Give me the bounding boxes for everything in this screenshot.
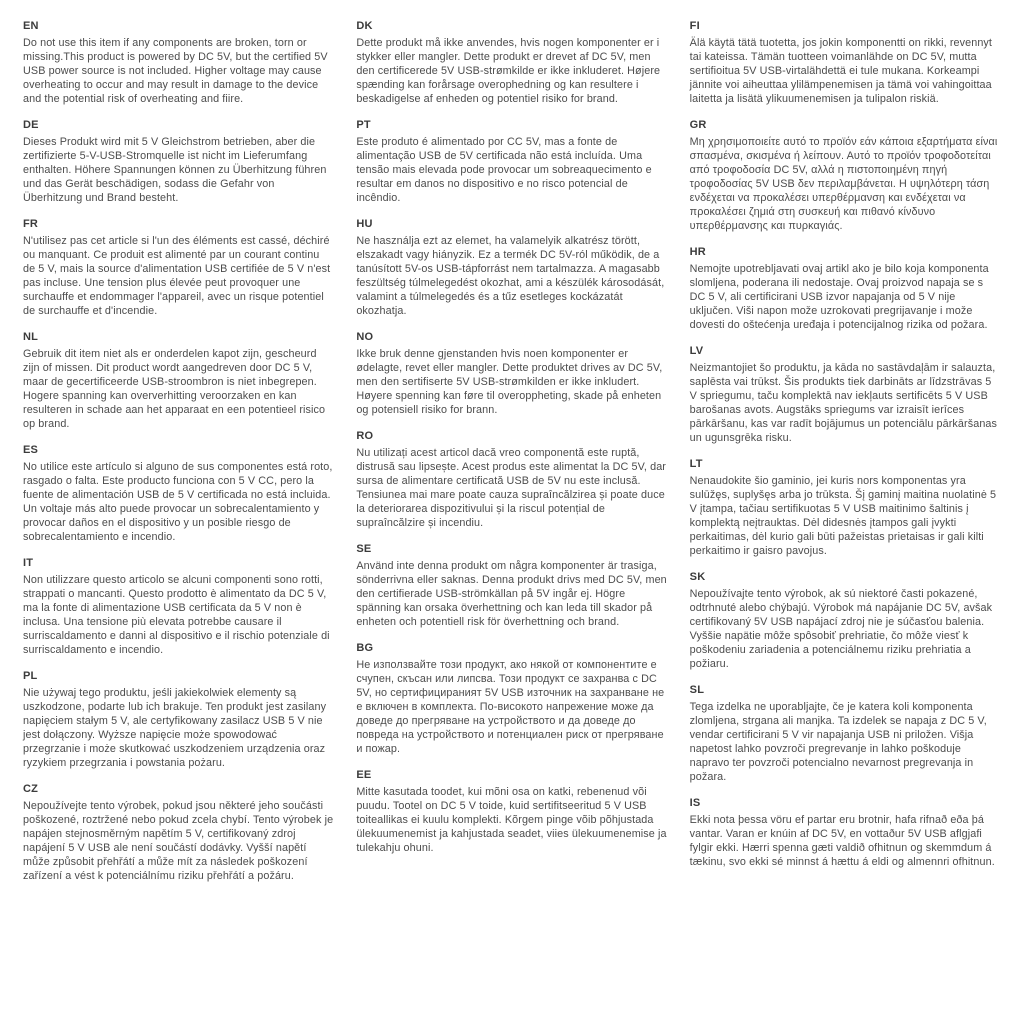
language-code-fr: FR xyxy=(23,218,39,230)
language-code-hu: HU xyxy=(356,218,373,230)
warning-text-dk: Dette produkt må ikke anvendes, hvis nogen komponenter er i stykker eller mangler. Dette produkt er drevet af DC 5V, men den certificerede 5V USB-strømkilde er ikke inkluderet. Højere spænding kan forårsage overophedning og kan resultere i beskadigelse af enheden og potentiel risiko for brand. xyxy=(356,37,661,105)
lang-section-sk xyxy=(690,570,1001,671)
lang-section-es xyxy=(23,443,334,544)
lang-section-is xyxy=(690,796,1001,869)
language-code-ro: RO xyxy=(356,430,374,442)
lang-section-dk xyxy=(356,19,667,106)
language-code-fi: FI xyxy=(689,20,700,32)
warning-text-pt: Este produto é alimentado por CC 5V, mas a fonte de alimentação USB de 5V certificada não está incluída. Uma tensão mais elevada pode provocar um sobreaquecimento e resultar em danos no dispositivo e no risco potencial de incêndio. xyxy=(356,136,652,204)
language-code-lv: LV xyxy=(689,345,704,357)
language-code-de: DE xyxy=(23,119,39,131)
language-code-sk: SK xyxy=(689,571,706,583)
lang-section-ro xyxy=(356,429,667,530)
language-code-hr: HR xyxy=(689,246,706,258)
warning-text-ro: Nu utilizați acest articol dacă vreo componentă este ruptă, distrusă sau lipsește. Acest produs este alimentat la DC 5V, dar sursa de alimentare certificată USB de 5V nu este inclusă. Tensiunea mai mare poate cauza supraîncălzirea și poate duce la deteriorarea dispozitivului și la riscul potențial de supraîncălzire și incendiu. xyxy=(356,447,666,529)
lang-section-hr xyxy=(690,245,1001,332)
warning-text-is: Ekki nota þessa vöru ef partar eru brotnir, hafa rifnað eða þá vantar. Varan er knúin af DC 5V, en vottaður 5V USB aflgjafi fylgir ekki. Hærri spenna gæti valdið ofhitnun og skemmdum á tækinu, svo ekki sé minnst á hættu á eldi og almennri ofhitnun. xyxy=(689,814,995,868)
language-code-ee: EE xyxy=(356,769,372,781)
language-code-gr: GR xyxy=(689,119,707,131)
lang-section-en xyxy=(23,19,334,106)
column-3 xyxy=(690,19,1001,1014)
warning-text-sk: Nepoužívajte tento výrobok, ak sú niektoré časti pokazené, odtrhnuté alebo chýbajú. Výrobok má napájanie DC 5V, avšak certifikovaný 5V USB napájací zdroj nie je súčasťou balenia. Vyššie napätie môže spôsobiť prehriatie, čo môže viesť k poškodeniu zariadenia a potenciálnemu riziku prehriatia a požiaru. xyxy=(689,588,993,670)
warning-text-cz: Nepoužívejte tento výrobek, pokud jsou některé jeho součásti poškozené, roztržené nebo pokud zcela chybí. Tento výrobek je napájen stejnosměrným napětím 5 V, certifikovaný zdroj napájení 5 V USB ale není součástí dodávky. Vyšší napětí může způsobit přehřátí a může mít za následek poškození zařízení a vést k potenciálnímu riziku přehřátí a požáru. xyxy=(23,800,334,882)
warning-text-no: Ikke bruk denne gjenstanden hvis noen komponenter er ødelagte, revet eller mangler. Dette produktet drives av DC 5V, men den sertifiserte 5V USB-strømkilden er ikke inkludert. Høyere spenning kan føre til overoppheting, skade på enheten og potensiell risiko for brann. xyxy=(356,348,663,416)
lang-section-hu xyxy=(356,217,667,318)
language-code-es: ES xyxy=(23,444,39,456)
lang-section-lv xyxy=(690,344,1001,445)
lang-section-se xyxy=(356,542,667,629)
warning-text-nl: Gebruik dit item niet als er onderdelen kapot zijn, gescheurd zijn of missen. Dit product wordt aangedreven door DC 5 V, maar de gecertificeerde USB-stroombron is niet inbegrepen. Hogere spanning kan oververhitting veroorzaken en kan resulteren in schade aan het apparaat en een potentieel risico op brand. xyxy=(23,348,326,430)
lang-section-cz xyxy=(23,782,334,883)
warning-text-es: No utilice este artículo si alguno de sus componentes está roto, rasgado o falta. Este producto funciona con 5 V CC, pero la fuente de alimentación USB de 5 V certificada no está incluida. Un voltaje más alto puede provocar un sobrecalentamiento y provocar daños en el dispositivo y un posible riesgo de sobrecalentamiento e incendio. xyxy=(23,461,333,543)
lang-section-pl xyxy=(23,669,334,770)
warning-text-se: Använd inte denna produkt om några komponenter är trasiga, sönderrivna eller saknas. Denna produkt drivs med DC 5V, men den certifierade USB-strömkällan på 5V ingår ej. Högre spänning kan orsaka överhettning och kan leda till skador på enheten och potentiell risk för överhettning och brand. xyxy=(356,560,667,628)
language-code-bg: BG xyxy=(356,642,374,654)
language-code-pt: PT xyxy=(356,119,371,131)
lang-section-sl xyxy=(690,683,1001,784)
warning-text-fr: N'utilisez pas cet article si l'un des éléments est cassé, déchiré ou manquant. Ce produit est alimenté par un courant continu de 5 V, mais la source d'alimentation USB certifiée de 5 V n'est pas incluse. Une tension plus élevée peut provoquer une surchauffe et endommager l'appareil, avec un risque potentiel de surchauffe et d'incendie. xyxy=(23,235,331,317)
warning-text-en: Do not use this item if any components are broken, torn or missing.This product is powered by DC 5V, but the certified 5V USB power source is not included. Higher voltage may cause overheating to occur and may result in damage to the device and the potential risk of overheating and fiire. xyxy=(23,37,328,105)
language-code-pl: PL xyxy=(23,670,38,682)
language-code-sl: SL xyxy=(689,684,705,696)
lang-section-no xyxy=(356,330,667,417)
language-code-no: NO xyxy=(356,331,374,343)
language-code-lt: LT xyxy=(689,458,703,470)
language-code-cz: CZ xyxy=(23,783,39,795)
language-code-dk: DK xyxy=(356,20,373,32)
warning-text-gr: Μη χρησιμοποιείτε αυτό το προϊόν εάν κάποια εξαρτήματα είναι σπασμένα, σκισμένα ή λείπουν. Αυτό το προϊόν τροφοδοτείται από τροφοδοσία DC 5V, αλλά η πιστοποιημένη πηγή τροφοδοσίας 5V USB δεν περιλαμβάνεται. Η υψηλότερη τάση ενδέχεται να προκαλέσει υπερθέρμανση και ενδέχεται να προκαλέσει ζημιά στη συσκευή και πιθανό κίνδυνο υπερθέρμανσης και πυρκαγιάς. xyxy=(689,136,998,232)
warning-text-it: Non utilizzare questo articolo se alcuni componenti sono rotti, strappati o mancanti. Questo prodotto è alimentato da DC 5 V, ma la fonte di alimentazione USB certificata da 5 V non è inclusa. Una tensione più elevata potrebbe causare il surriscaldamento e danni al dispositivo e il rischio potenziale di surriscaldamento e incendio. xyxy=(23,574,330,656)
language-code-se: SE xyxy=(356,543,372,555)
warning-text-ee: Mitte kasutada toodet, kui mõni osa on katki, rebenenud või puudu. Tootel on DC 5 V toide, kuid sertifitseeritud 5 V USB toiteallikas ei kuulu komplekti. Kõrgem pinge võib põhjustada ülekuumenemist ja kahjustada seadet, viies ülekuumenemise ja tulekahju ohuni. xyxy=(356,786,667,854)
language-code-nl: NL xyxy=(23,331,39,343)
language-code-is: IS xyxy=(689,797,701,809)
lang-section-pt xyxy=(356,118,667,205)
warning-text-pl: Nie używaj tego produktu, jeśli jakiekolwiek elementy są uszkodzone, podarte lub ich brakuje. Ten produkt jest zasilany napięciem stałym 5 V, ale certyfikowany zasilacz USB 5 V nie jest dołączony. Wyższe napięcie może spowodować przegrzanie i może skutkować uszkodzeniem urządzenia oraz ryzykiem przegrzania i powstania pożaru. xyxy=(23,687,327,769)
warning-text-hr: Nemojte upotrebljavati ovaj artikl ako je bilo koja komponenta slomljena, poderana ili nedostaje. Ovaj proizvod napaja se s DC 5 V, ali certificirani USB izvor napajanja od 5 V nije uključen. Viši napon može uzrokovati pregrijavanje i može dovesti do oštećenja uređaja i potencijalnog rizika od požara. xyxy=(689,263,989,331)
lang-section-lt xyxy=(690,457,1001,558)
column-1 xyxy=(23,19,334,1014)
lang-section-fi xyxy=(690,19,1001,106)
lang-section-de xyxy=(23,118,334,205)
lang-section-bg xyxy=(356,641,667,756)
warning-text-fi: Älä käytä tätä tuotetta, jos jokin komponentti on rikki, revennyt tai kateissa. Tämän tuotteen voimanlähde on DC 5V, mutta sertifioitua 5V USB-virtalähdettä ei tule mukana. Korkeampi jännite voi aiheuttaa ylilämpenemisen ja tämä voi vahingoittaa laitetta ja lisätä ylikuumenemisen ja tulipalon riskiä. xyxy=(689,37,993,105)
warning-text-bg: Не използвайте този продукт, ако някой от компонентите е счупен, скъсан или липсва. Този продукт се захранва с DC 5V, но сертифицираният 5V USB източник на захранване не е включен в комплекта. По-високото напрежение може да доведе до прегряване на устройството и да доведе до повреда на устройството и потенциален риск от прегряване и пожар. xyxy=(356,659,665,755)
lang-section-it xyxy=(23,556,334,657)
warning-text-hu: Ne használja ezt az elemet, ha valamelyik alkatrész törött, elszakadt vagy hiányzik. Ez a termék DC 5V-ról működik, de a tanúsított 5V-os USB-tápforrást nem tartalmazza. A magasabb feszültség túlmelegedést okozhat, ami a készülék károsodását, valamint a túlmelegedés és a tűz esetleges kockázatát okozhatja. xyxy=(356,235,665,317)
lang-section-gr xyxy=(690,118,1001,233)
warning-text-lt: Nenaudokite šio gaminio, jei kuris nors komponentas yra sulūžęs, suplyšęs arba jo trūksta. Šį gaminį maitina nuolatinė 5 V įtampa, tačiau sertifikuotas 5 V USB maitinimo šaltinis į komplektą neįtrauktas. Dėl didesnės įtampos gali įvykti perkaitimas, dėl kurio gali būti pažeistas prietaisas ir gali kilti perkaitimo ir gaisro pavojus. xyxy=(689,475,997,557)
lang-section-ee xyxy=(356,768,667,855)
language-code-it: IT xyxy=(23,557,34,569)
language-code-en: EN xyxy=(23,20,39,32)
column-2 xyxy=(356,19,667,1014)
lang-section-nl xyxy=(23,330,334,431)
warning-text-de: Dieses Produkt wird mit 5 V Gleichstrom betrieben, aber die zertifizierte 5-V-USB-Stromquelle ist nicht im Lieferumfang enthalten. Höhere Spannungen können zu Überhitzung führen und das Gerät beschädigen, sodass die Gefahr von Überhitzung und Brand besteht. xyxy=(23,136,327,204)
warning-text-sl: Tega izdelka ne uporabljajte, če je katera koli komponenta zlomljena, strgana ali manjka. Ta izdelek se napaja z DC 5 V, vendar certificirani 5 V vir napajanja USB ni priložen. Višja napetost lahko povzroči pregrevanje in lahko poškoduje napravo ter povzroči potencialno nevarnost pregrevanja in požara. xyxy=(689,701,987,783)
lang-section-fr xyxy=(23,217,334,318)
warning-text-lv: Neizmantojiet šo produktu, ja kāda no sastāvdaļām ir salauzta, saplēsta vai trūkst. Šis produkts tiek darbināts ar līdzstrāvas 5 V spriegumu, taču komplektā nav iekļauts sertificēts 5 V USB barošanas avots. Augstāks spriegums var izraisīt ierīces pārkāršanu, kas var radīt bojājumus un potenciālu pārkāršanas un ugunsgrēka risku. xyxy=(689,362,998,444)
